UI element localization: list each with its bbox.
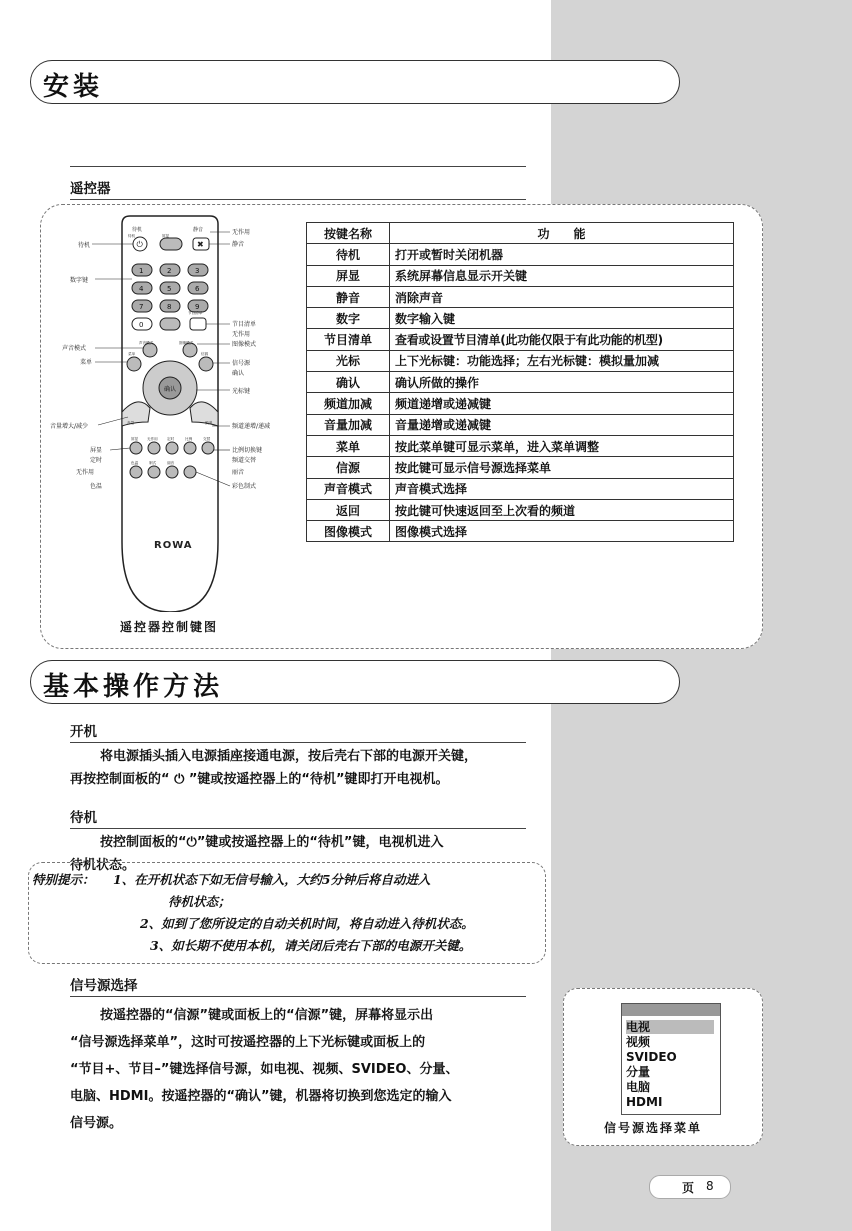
source-menu-item[interactable]: SVIDEO	[626, 1050, 677, 1064]
table-row	[307, 478, 734, 499]
table-header: 功 能	[390, 223, 734, 244]
callout-menu: 菜单	[80, 359, 93, 366]
table-row	[307, 457, 734, 478]
key-name: 屏显	[307, 265, 390, 286]
key-label-swap: 交替	[203, 437, 211, 441]
key-label-sound-mode: 声音模式	[139, 341, 154, 345]
key-label-menu: 菜单	[128, 352, 136, 356]
table-row	[307, 499, 734, 520]
key-function-table	[306, 222, 734, 542]
key-label-source: 信源	[201, 352, 209, 356]
source-button	[199, 357, 213, 371]
remote-brand: ROWA	[154, 540, 193, 551]
source-menu-item[interactable]: HDMI	[626, 1095, 663, 1109]
callout-picture-mode: 图像模式	[232, 341, 257, 348]
callout-standby: 待机	[78, 242, 91, 249]
key-name: 返回	[307, 499, 390, 520]
key-function: 打开或暂时关闭机器	[390, 244, 734, 265]
callout-timer: 定时	[90, 457, 103, 464]
callout-channel: 频道递增/递减	[232, 423, 271, 430]
table-row	[307, 308, 734, 329]
key-function: 查看或设置节目清单(此功能仅限于有此功能的机型)	[390, 329, 734, 350]
key-function: 按此菜单键可显示菜单，进入菜单调整	[390, 435, 734, 456]
standby-title: 待机	[70, 806, 526, 829]
remote-subtitle: 遥控器	[70, 177, 526, 200]
key-label-channel: 频道	[205, 421, 213, 425]
digit-label: 3	[195, 267, 200, 275]
key-name: 图像模式	[307, 521, 390, 542]
key-function: 图像模式选择	[390, 521, 734, 542]
key-label-picture-mode: 图像模式	[179, 341, 194, 345]
key-name: 信源	[307, 457, 390, 478]
table-row	[307, 372, 734, 393]
source-menu-caption: 信号源选择菜单	[604, 1121, 703, 1135]
key-label-noop: 无作用	[147, 437, 158, 441]
key-function: 确认所做的操作	[390, 372, 734, 393]
key-function: 系统屏幕信息显示开关键	[390, 265, 734, 286]
table-row	[307, 350, 734, 371]
key-label-timer: 定时	[167, 437, 175, 441]
callout-color-system: 彩色制式	[232, 483, 257, 490]
standby-line2: 待机状态。	[70, 858, 136, 873]
digit-label: 2	[167, 267, 172, 275]
source-menu-titlebar	[622, 1004, 720, 1016]
key-function: 上下光标键：功能选择；左右光标键：模拟量加减	[390, 350, 734, 371]
table-row	[307, 521, 734, 542]
power-on-title: 开机	[70, 720, 526, 743]
tips-label: 特别提示：	[32, 872, 95, 887]
key-function: 按此键可快速返回至上次看的频道	[390, 499, 734, 520]
callout-cursor: 光标键	[232, 388, 251, 395]
section-header-install	[30, 60, 680, 104]
key-label-nicam: 丽音	[167, 461, 175, 465]
color-system-button	[148, 466, 160, 478]
table-header: 按键名称	[307, 223, 390, 244]
power-icon: ⏻	[136, 240, 143, 249]
section-title-basic: 基本操作方法	[43, 672, 224, 702]
table-row	[307, 414, 734, 435]
digit-label: 8	[167, 303, 172, 311]
picture-mode-button	[183, 343, 197, 357]
table-row	[307, 393, 734, 414]
table-header-row	[307, 223, 734, 244]
callout-volume: 音量增大/减少	[50, 423, 89, 430]
callout-swap: 频道交替	[232, 457, 257, 464]
source-menu-box	[563, 988, 763, 1146]
key-name: 数字	[307, 308, 390, 329]
digit-label: 1	[139, 267, 144, 275]
remote-top-label: 静音	[193, 227, 204, 233]
key-name: 音量加减	[307, 414, 390, 435]
source-menu	[621, 1003, 721, 1115]
key-label-color-system: 制式	[149, 461, 157, 465]
mute-icon: ✖	[197, 240, 204, 249]
tip-1b: 待机状态；	[168, 894, 231, 909]
key-name: 确认	[307, 372, 390, 393]
source-title: 信号源选择	[70, 974, 526, 997]
source-menu-item-selected[interactable]: 电视	[626, 1020, 714, 1034]
key-function: 频道递增或递减键	[390, 393, 734, 414]
standby-line1: 按控制面板的“⏻”键或按遥控器上的“待机”键，电视机进入	[100, 835, 444, 850]
table-row	[307, 329, 734, 350]
digit-label: 9	[195, 303, 200, 311]
callout-ok: 确认	[232, 370, 245, 377]
source-line1: 按遥控器的“信源”键或面板上的“信源”键，屏幕将显示出	[100, 1008, 434, 1023]
key-function: 按此键可显示信号源选择菜单	[390, 457, 734, 478]
callout-nicam: 丽音	[232, 469, 245, 476]
callout-noop: 无作用	[232, 331, 251, 338]
timer-button	[166, 442, 178, 454]
callout-sound-mode: 声音模式	[62, 345, 87, 352]
page-label: 页	[682, 1181, 695, 1195]
callout-digits: 数字键	[70, 277, 89, 284]
remote-illustration	[50, 212, 300, 612]
power-on-line2: 再按控制面板的“ ⏻ ”键或按遥控器上的“待机”键即打开电视机。	[70, 772, 449, 787]
key-name: 声音模式	[307, 478, 390, 499]
callout-noop: 无作用	[76, 469, 95, 476]
callout-aspect: 比例切换键	[232, 447, 263, 454]
display-button	[130, 442, 142, 454]
recall-key	[160, 318, 180, 330]
digit-label: 5	[167, 285, 172, 293]
page-number-pill	[649, 1175, 731, 1199]
key-name: 频道加减	[307, 393, 390, 414]
noop-button	[160, 238, 182, 250]
key-function: 声音模式选择	[390, 478, 734, 499]
noop-button-2	[148, 442, 160, 454]
table-row	[307, 435, 734, 456]
program-list-key	[190, 318, 206, 330]
source-menu-item[interactable]: 电脑	[626, 1080, 651, 1094]
tip-1a: 1、在开机状态下如无信号输入，大约5分钟后将自动进入	[113, 872, 431, 887]
section-title-install: 安装	[43, 72, 104, 102]
aspect-button	[184, 442, 196, 454]
key-label-display: 屏显	[131, 437, 139, 441]
key-name: 菜单	[307, 435, 390, 456]
key-function: 音量递增或递减键	[390, 414, 734, 435]
callout-display: 屏显	[90, 447, 103, 454]
digit-label: 4	[139, 285, 144, 293]
color-temp-button	[130, 466, 142, 478]
table-row	[307, 265, 734, 286]
key-function: 数字输入键	[390, 308, 734, 329]
callout-program-list: 节目清单	[232, 321, 257, 328]
key-label-display-top: 屏显	[162, 234, 170, 238]
key-name: 节目清单	[307, 329, 390, 350]
key-function: 消除声音	[390, 286, 734, 307]
tip-3: 3、如长期不使用本机，请关闭后壳右下部的电源开关键。	[150, 938, 472, 953]
digit-label: 7	[139, 303, 144, 311]
source-menu-item[interactable]: 分量	[626, 1065, 651, 1079]
callout-source: 信号源	[232, 360, 251, 367]
source-line4: 电脑、HDMI。按遥控器的“确认”键，机器将切换到您选定的输入	[70, 1089, 452, 1104]
power-on-line1: 将电源插头插入电源插座接通电源，按后壳右下部的电源开关键，	[100, 749, 478, 764]
callout-color-temp: 色温	[90, 483, 103, 490]
callout-mute: 静音	[232, 241, 245, 248]
remote-top-label: 待机	[132, 227, 143, 233]
source-menu-item[interactable]: 视频	[626, 1035, 651, 1049]
key-label-program-list: 节目清单	[188, 311, 203, 315]
key-name: 待机	[307, 244, 390, 265]
remote-caption: 遥控器控制键图	[120, 620, 219, 634]
source-line5: 信号源。	[70, 1116, 123, 1131]
color-system-button-2	[184, 466, 196, 478]
digit-label: 0	[139, 321, 144, 329]
source-line3: “节目+、节目–”键选择信号源，如电视、视频、SVIDEO、分量、	[70, 1062, 459, 1077]
sound-mode-button	[143, 343, 157, 357]
tip-2: 2、如到了您所设定的自动关机时间，将自动进入待机状态。	[140, 916, 474, 931]
section-header-basic	[30, 660, 680, 704]
key-name: 静音	[307, 286, 390, 307]
key-label-volume: 音量	[127, 421, 135, 425]
key-name: 光标	[307, 350, 390, 371]
key-label-aspect: 比例	[185, 437, 193, 441]
table-row	[307, 286, 734, 307]
nicam-button	[166, 466, 178, 478]
divider	[70, 166, 526, 167]
swap-button	[202, 442, 214, 454]
page-number: 8	[706, 1179, 714, 1193]
table-row	[307, 244, 734, 265]
key-label-color-temp: 色温	[131, 461, 139, 465]
ok-label: 确认	[164, 386, 177, 393]
menu-button	[127, 357, 141, 371]
digit-label: 6	[195, 285, 200, 293]
source-line2: “信号源选择菜单”，这时可按遥控器的上下光标键或面板上的	[70, 1035, 426, 1050]
callout-noop: 无作用	[232, 229, 251, 236]
key-label-standby: 待机	[128, 234, 136, 238]
